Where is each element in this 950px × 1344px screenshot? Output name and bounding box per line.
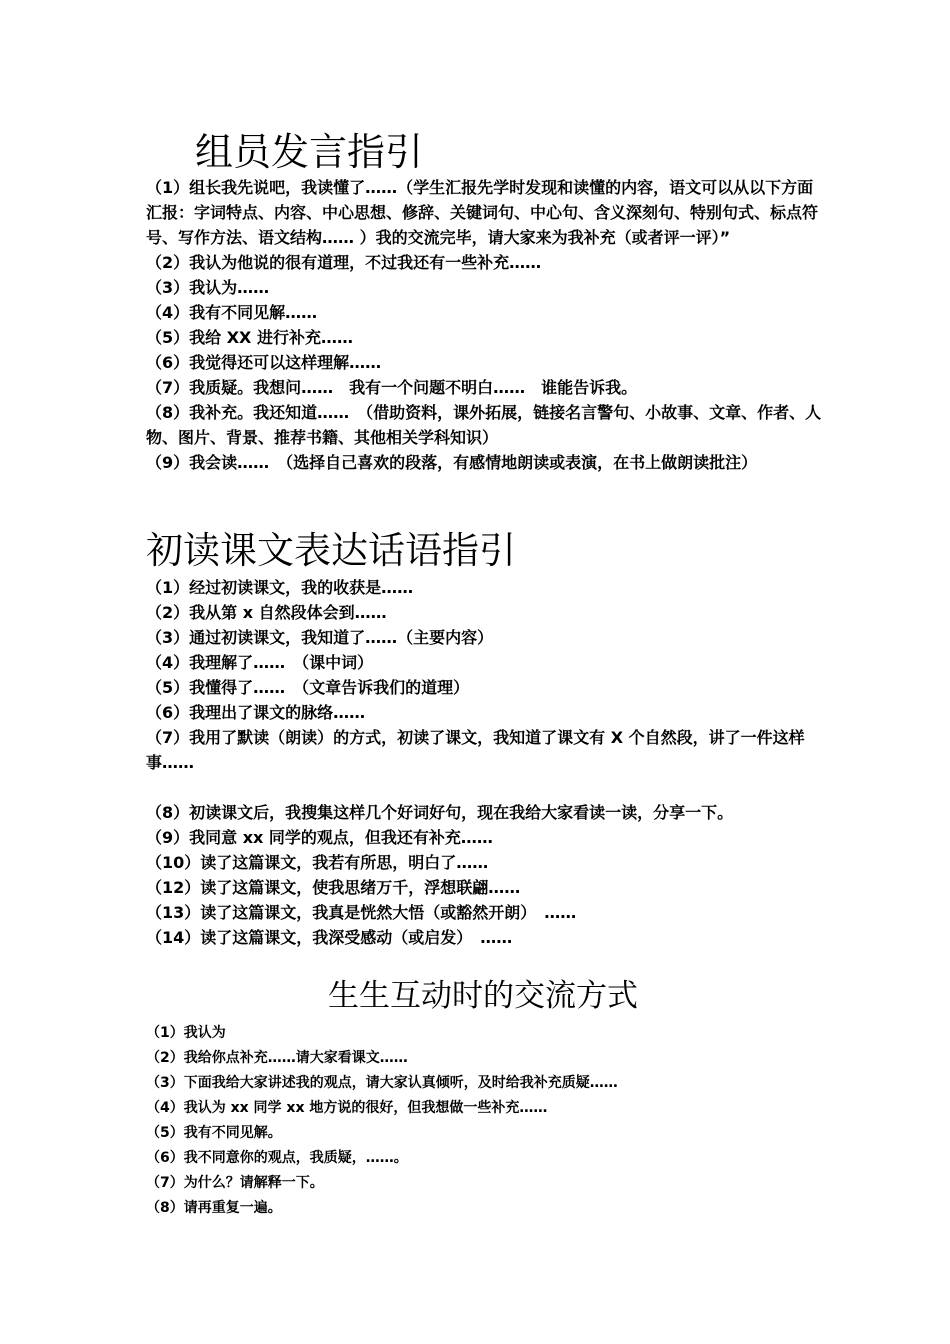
list-item: （6）我理出了课文的脉络…… — [146, 703, 366, 722]
list-item: （5）我有不同见解。 — [146, 1125, 282, 1141]
list-item: （1）我认为 — [146, 1025, 226, 1041]
list-item: （3）通过初读课文，我知道了……（主要内容） — [146, 628, 494, 647]
list-item: （3）我认为…… — [146, 278, 270, 297]
list-item: （2）我给你点补充……请大家看课文…… — [146, 1050, 408, 1066]
list-item: （4）我有不同见解…… — [146, 303, 318, 322]
list-item: （7）我用了默读（朗读）的方式，初读了课文，我知道了课文有 X 个自然段，讲了一件这样事…… — [146, 728, 805, 772]
section-title-member-speaking-guide: 组员发言指引 — [195, 130, 424, 174]
list-item: （4）我认为 xx 同学 xx 地方说的很好，但我想做一些补充…… — [146, 1100, 548, 1116]
section-first-reading-list — [146, 575, 826, 950]
list-item: （6）我觉得还可以这样理解…… — [146, 353, 382, 372]
list-item: （5）我给 XX 进行补充…… — [146, 328, 353, 347]
list-item: （2）我从第 x 自然段体会到…… — [146, 603, 387, 622]
list-item: （10）读了这篇课文，我若有所思，明白了…… — [146, 853, 489, 872]
list-item: （14）读了这篇课文，我深受感动（或启发） …… — [146, 928, 513, 947]
list-item: （7）我质疑。我想问…… 我有一个问题不明白…… 谁能告诉我。 — [146, 378, 638, 397]
section-title-first-reading-guide: 初读课文表达话语指引 — [146, 529, 516, 572]
blank-line — [146, 775, 826, 800]
list-item: （9）我会读…… （选择自己喜欢的段落，有感情地朗读或表演，在书上做朗读批注） — [146, 453, 758, 472]
section-peer-interaction-list — [146, 1021, 826, 1221]
list-item: （5）我懂得了…… （文章告诉我们的道理） — [146, 678, 470, 697]
list-item: （4）我理解了…… （课中词） — [146, 653, 374, 672]
list-item: （8）初读课文后，我搜集这样几个好词好句，现在我给大家看读一读，分享一下。 — [146, 803, 734, 822]
list-item: （9）我同意 xx 同学的观点，但我还有补充…… — [146, 828, 493, 847]
list-item: （3）下面我给大家讲述我的观点，请大家认真倾听，及时给我补充质疑…… — [146, 1075, 618, 1091]
list-item: （8）我补充。我还知道…… （借助资料，课外拓展，链接名言警句、小故事、文章、作者、人物、图片、背景、推荐书籍、其他相关学科知识） — [146, 403, 822, 447]
list-item: （8）请再重复一遍。 — [146, 1200, 282, 1216]
section-member-speaking-list — [146, 175, 826, 475]
list-item: （2）我认为他说的很有道理，不过我还有一些补充…… — [146, 253, 542, 272]
list-item: （12）读了这篇课文，使我思绪万千，浮想联翩…… — [146, 878, 521, 897]
list-item: （1）组长我先说吧，我读懂了……（学生汇报先学时发现和读懂的内容，语文可以从以下方面汇报：字词特点、内容、中心思想、修辞、关键词句、中心句、含义深刻句、特别句式、标点符号、写作方法、语文结构…… ）我的交流完毕，请大家来为我补充（或者评一评）” — [146, 178, 819, 247]
list-item: （13）读了这篇课文，我真是恍然大悟（或豁然开朗） …… — [146, 903, 577, 922]
list-item: （1）经过初读课文，我的收获是…… — [146, 578, 414, 597]
list-item: （6）我不同意你的观点，我质疑，……。 — [146, 1150, 408, 1166]
section-title-peer-interaction: 生生互动时的交流方式 — [328, 978, 638, 1014]
list-item: （7）为什么？请解释一下。 — [146, 1175, 324, 1191]
